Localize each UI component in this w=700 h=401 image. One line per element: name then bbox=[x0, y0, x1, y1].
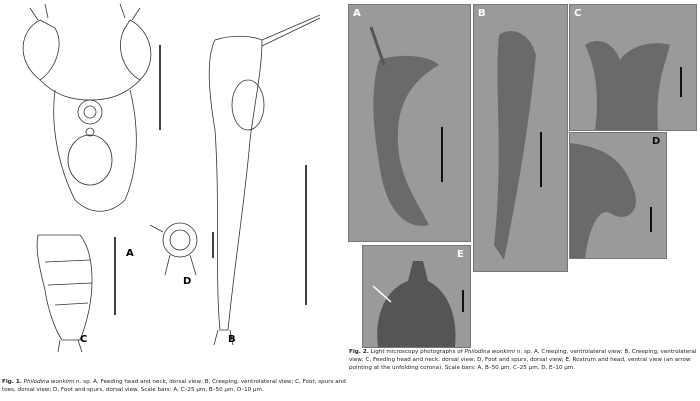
fig1-caption-text: n. sp. A, Feeding head and neck, dorsal view; B, Creeping, ventrolateral view; C, Foot, spurs and toes, dorsal view; D, Foot and spurs, dorsal view. Scale bars: A, C–25 µm, B–50 µm, D–10 µm. bbox=[2, 379, 346, 393]
fig1-caption-label: Fig. 1. bbox=[2, 379, 22, 385]
fig1-line-drawings bbox=[0, 0, 345, 370]
fig2-caption-text: n. sp. A, Creeping, ventrolateral view; B, Creeping, ventrolateral view; C, Feeding head and neck, dorsal view; D, Foot and spurs, dorsal view; E, Rostrum and head, ventral view (an arrow pointing at the unfolding corona). Scale bars: A, B–50 µm, C–25 µm, D, E–10 µm. bbox=[349, 349, 697, 371]
photo-e bbox=[362, 245, 471, 348]
drawing-a-head-neck bbox=[23, 4, 160, 211]
scale-bar bbox=[650, 207, 652, 232]
scale-bar bbox=[540, 132, 542, 187]
photo-c bbox=[569, 4, 697, 131]
photo-b-label: B bbox=[478, 8, 486, 19]
fig1-caption bbox=[2, 378, 347, 394]
fig1-label-d: D bbox=[183, 276, 192, 287]
drawing-c-foot bbox=[37, 235, 115, 352]
photo-b bbox=[473, 4, 568, 272]
fig1-caption-species: Philodina wonkimi bbox=[23, 379, 75, 385]
fig1-label-c: C bbox=[80, 334, 88, 345]
fig2-caption bbox=[349, 348, 698, 372]
photo-c-label: C bbox=[574, 8, 582, 19]
photo-d bbox=[569, 132, 667, 259]
photo-e-label: E bbox=[457, 249, 464, 260]
fig2-caption-species: Philodina wonkimi bbox=[464, 349, 516, 355]
fig1-label-b: B bbox=[228, 334, 236, 345]
scale-bar bbox=[441, 127, 443, 182]
fig2-caption-label: Fig. 2. bbox=[349, 349, 369, 355]
photo-d-label: D bbox=[652, 136, 661, 147]
drawing-d-foot-spurs bbox=[150, 223, 213, 275]
photo-a bbox=[348, 4, 471, 242]
fig2-caption-prefix: Light microscopy photographs of bbox=[368, 349, 465, 355]
fig1-label-a: A bbox=[126, 248, 134, 259]
drawing-b-creeping bbox=[209, 15, 320, 345]
scale-bar bbox=[680, 67, 682, 97]
scale-bar bbox=[462, 290, 464, 312]
photo-a-label: A bbox=[353, 8, 361, 19]
